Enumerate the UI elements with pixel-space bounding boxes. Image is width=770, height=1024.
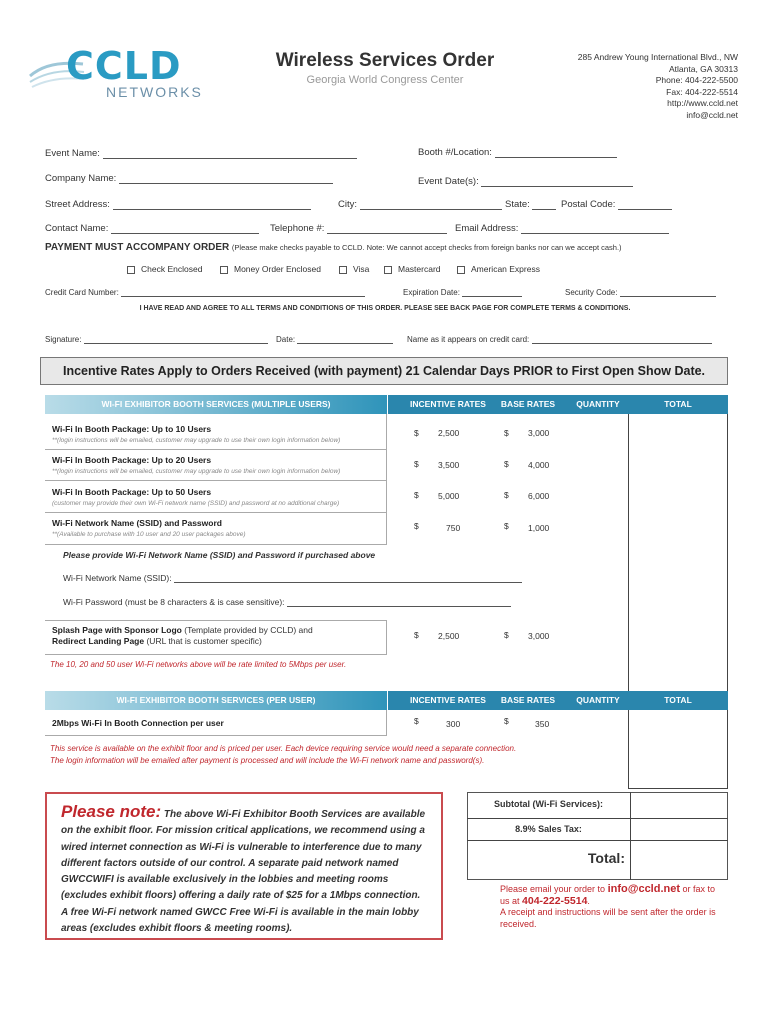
row-name: Wi-Fi Network Name (SSID) and Password: [52, 518, 222, 528]
table-row: [52, 718, 224, 729]
incentive-value: 3,500: [438, 460, 460, 470]
contact-phone: Phone: 404-222-5500: [655, 75, 738, 85]
redirect-detail: (URL that is customer specific): [144, 636, 262, 646]
currency-symbol: $: [414, 428, 419, 438]
row-name: Wi-Fi In Booth Package: Up to 10 Users: [52, 424, 212, 434]
base-value: 3,000: [528, 631, 550, 641]
col-base: BASE RATES: [500, 695, 556, 705]
city-label: City:: [338, 199, 357, 210]
payment-option-amex[interactable]: [457, 264, 540, 274]
logo-subtext: NETWORKS: [106, 84, 203, 100]
currency-symbol: $: [504, 630, 509, 640]
currency-symbol: $: [504, 428, 509, 438]
name-on-card-label: Name as it appears on credit card:: [407, 335, 530, 344]
event-name-field[interactable]: [45, 148, 357, 159]
security-code-field[interactable]: [565, 287, 716, 297]
city-field[interactable]: [338, 199, 502, 210]
splash-detail: (Template provided by CCLD) and: [181, 625, 313, 635]
base-value: 4,000: [528, 460, 550, 470]
terms-statement: I HAVE READ AND AGREE TO ALL TERMS AND CONDITIONS OF THIS ORDER. PLEASE SEE BACK PAGE FOR COMPLETE TERMS & CONDITIONS.: [139, 305, 631, 312]
state-field[interactable]: [505, 199, 556, 210]
payment-option-check[interactable]: [127, 264, 202, 274]
section1-header: WI-FI EXHIBITOR BOOTH SERVICES (MULTIPLE USERS): [45, 395, 387, 414]
money-order-label: Money Order Enclosed: [234, 264, 321, 274]
currency-symbol: $: [504, 716, 509, 726]
order-email-link[interactable]: info@ccld.net: [607, 883, 681, 895]
date-field[interactable]: [276, 334, 393, 344]
base-value: 350: [535, 719, 550, 729]
total-label: Total:: [587, 850, 625, 866]
contact-name-field[interactable]: [45, 223, 259, 234]
per-user-note-line2: The login information will be emailed after payment is processed and will include the Wi-Fi network name and password(s).: [50, 756, 485, 765]
please-note-text: [61, 804, 427, 937]
state-label: State:: [505, 199, 530, 210]
signature-label: Signature:: [45, 335, 82, 344]
please-note-body: The above Wi-Fi Exhibitor Booth Services are available on the exhibit floor. For mission critical applications, we recommend using a wired internet connection as Wi-Fi is vulnerable to interference due to many different factors outside of our control. A separate paid network named GWCCWIFI is available exclusively in the lobbies and meeting rooms (excludes exhibit floors) offering a daily rate of $25 for a 1Mbps connection. A free Wi-Fi network named GWCC Free Wi-Fi is available in the main lobby areas (excludes exhibit floors & meeting rooms).: [61, 809, 426, 935]
row-name: Wi-Fi In Booth Package: Up to 20 Users: [52, 455, 212, 465]
payment-heading-row: [45, 242, 622, 253]
payment-option-money-order[interactable]: [220, 264, 321, 274]
street-label: Street Address:: [45, 199, 110, 210]
contact-block: [578, 52, 738, 121]
currency-symbol: $: [414, 630, 419, 640]
check-label: Check Enclosed: [141, 264, 203, 274]
base-value: 3,000: [528, 428, 550, 438]
page-subtitle: Georgia World Congress Center: [306, 74, 464, 86]
currency-symbol: $: [414, 716, 419, 726]
subtotal-value-cell[interactable]: [631, 793, 727, 818]
incentive-value: 2,500: [438, 428, 460, 438]
row-sub: **(login instructions will be emailed, customer may upgrade to use their own login information below): [52, 468, 341, 475]
col-base: BASE RATES: [500, 399, 556, 409]
amex-label: American Express: [471, 264, 540, 274]
name-on-card-field[interactable]: [407, 334, 712, 344]
incentive-value: 750: [446, 523, 461, 533]
subtotal-label: Subtotal (Wi-Fi Services):: [494, 799, 603, 809]
expiration-field[interactable]: [403, 287, 522, 297]
checkbox[interactable]: [457, 266, 465, 274]
contact-fax: Fax: 404-222-5514: [666, 86, 738, 97]
currency-symbol: $: [414, 490, 419, 500]
table-row: [52, 487, 339, 509]
contact-name-label: Contact Name:: [45, 223, 109, 234]
table-row: [52, 625, 313, 647]
payment-heading: PAYMENT MUST ACCOMPANY ORDER: [45, 242, 230, 253]
col-total: TOTAL: [664, 399, 692, 409]
currency-symbol: $: [504, 490, 509, 500]
please-note-heading: Please note:: [61, 802, 162, 821]
incentive-banner: Incentive Rates Apply to Orders Received (with payment) 21 Calendar Days PRIOR to First Open Show Date.: [40, 357, 728, 385]
company-name-field[interactable]: [45, 173, 333, 184]
table-row: [52, 424, 340, 446]
checkbox[interactable]: [384, 266, 392, 274]
quantity-divider: [628, 414, 629, 788]
order-fax-number: 404-222-5514: [522, 894, 588, 907]
row-divider: [45, 735, 387, 736]
splash-name: Splash Page with Sponsor Logo: [52, 625, 182, 635]
sales-tax-value-cell[interactable]: [631, 819, 727, 840]
currency-symbol: $: [414, 521, 419, 531]
col-quantity: QUANTITY: [576, 399, 620, 409]
right-border: [727, 414, 728, 788]
expiration-label: Expiration Date:: [403, 288, 460, 297]
password-label: Wi-Fi Password (must be 8 characters & is case sensitive):: [63, 597, 285, 607]
table-row: [52, 455, 340, 477]
ssid-field[interactable]: [63, 573, 522, 583]
sales-tax-label: 8.9% Sales Tax:: [515, 824, 582, 834]
booth-field[interactable]: [418, 147, 617, 158]
incentive-value: 2,500: [438, 631, 460, 641]
contact-web[interactable]: http://www.ccld.net: [667, 98, 738, 108]
contact-city: Atlanta, GA 30313: [669, 63, 738, 74]
rate-limit-note: The 10, 20 and 50 user Wi-Fi networks above will be rate limited to 5Mbps per user.: [50, 660, 347, 669]
col-incentive: INCENTIVE RATES: [410, 695, 486, 705]
checkbox[interactable]: [220, 266, 228, 274]
currency-symbol: $: [414, 459, 419, 469]
row-divider: [45, 449, 387, 450]
email-label: Email Address:: [455, 223, 519, 234]
payment-option-mastercard[interactable]: [384, 264, 441, 274]
table-bottom-border: [628, 788, 728, 789]
street-field[interactable]: [45, 199, 311, 210]
postal-field[interactable]: [561, 199, 672, 210]
payment-option-visa[interactable]: [339, 264, 369, 274]
email-order-note: [500, 884, 720, 930]
event-dates-label: Event Date(s):: [418, 176, 479, 187]
email-note-c: .: [587, 895, 590, 906]
event-dates-field[interactable]: [418, 176, 633, 187]
row-divider: [45, 512, 387, 513]
row-divider: [45, 480, 387, 481]
contact-address: 285 Andrew Young International Blvd., NW: [577, 52, 738, 62]
company-name-label: Company Name:: [45, 173, 117, 184]
email-note-b: or fax to us at: [500, 884, 716, 906]
checkbox[interactable]: [339, 266, 347, 274]
event-name-label: Event Name:: [45, 148, 100, 159]
email-note-a: Please email your order to: [500, 884, 608, 894]
base-value: 1,000: [528, 523, 550, 533]
row-sub: **(login instructions will be emailed, customer may upgrade to use their own login information below): [52, 437, 341, 444]
cc-number-field[interactable]: [45, 287, 365, 297]
incentive-value: 5,000: [438, 491, 460, 501]
checkbox[interactable]: [127, 266, 135, 274]
row-name: 2Mbps Wi-Fi In Booth Connection per user: [52, 718, 224, 728]
telephone-field[interactable]: [270, 223, 447, 234]
col-incentive: INCENTIVE RATES: [410, 399, 486, 409]
base-value: 6,000: [528, 491, 550, 501]
ssid-label: Wi-Fi Network Name (SSID):: [63, 573, 172, 583]
logo-text: CCLD: [66, 44, 182, 88]
cc-number-label: Credit Card Number:: [45, 288, 119, 297]
col-quantity: QUANTITY: [576, 695, 620, 705]
col-total: TOTAL: [664, 695, 692, 705]
name-divider: [386, 620, 387, 654]
name-divider: [386, 710, 387, 735]
redirect-name: Redirect Landing Page: [52, 636, 145, 646]
security-code-label: Security Code:: [565, 288, 618, 297]
receipt-note: A receipt and instructions will be sent after the order is received.: [500, 907, 716, 929]
booth-label: Booth #/Location:: [418, 147, 492, 158]
password-field[interactable]: [63, 597, 511, 607]
postal-label: Postal Code:: [561, 199, 616, 210]
total-value-cell[interactable]: [631, 841, 727, 879]
row-sub: **(Available to purchase with 10 user and 20 user packages above): [52, 531, 246, 538]
row-divider: [45, 654, 387, 655]
contact-email[interactable]: info@ccld.net: [686, 109, 738, 120]
name-divider: [386, 414, 387, 544]
row-name: Wi-Fi In Booth Package: Up to 50 Users: [52, 487, 212, 497]
row-sub: (customer may provide their own Wi-Fi network name (SSID) and password at no additional charge): [52, 500, 340, 507]
section2-header: WI-FI EXHIBITOR BOOTH SERVICES (PER USER): [45, 691, 387, 710]
per-user-note: [50, 743, 516, 767]
mastercard-label: Mastercard: [398, 264, 441, 274]
payment-note: (Please make checks payable to CCLD. Note: We cannot accept checks from foreign banks nor can we accept cash.): [231, 243, 622, 252]
row-divider: [45, 620, 387, 621]
page-title: Wireless Services Order: [275, 50, 495, 71]
telephone-label: Telephone #:: [270, 223, 325, 234]
date-label: Date:: [276, 335, 296, 344]
please-note-box: [45, 792, 443, 940]
incentive-value: 300: [446, 719, 461, 729]
currency-symbol: $: [504, 459, 509, 469]
signature-field[interactable]: [45, 334, 268, 344]
visa-label: Visa: [353, 264, 370, 274]
row-divider: [45, 544, 387, 545]
provide-instruction: Please provide Wi-Fi Network Name (SSID) and Password if purchased above: [63, 550, 376, 560]
currency-symbol: $: [504, 521, 509, 531]
table-row: [52, 518, 246, 540]
per-user-note-line1: This service is available on the exhibit floor and is priced per user. Each device requiring service would need a separate connection.: [50, 744, 517, 753]
email-field[interactable]: [455, 223, 669, 234]
